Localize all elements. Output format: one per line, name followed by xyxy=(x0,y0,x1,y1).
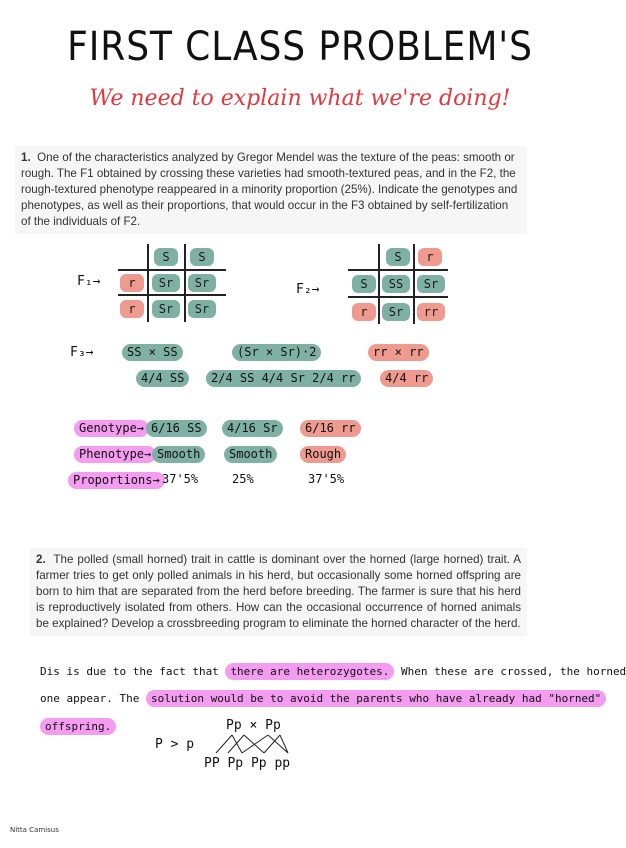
f3-result-1: 4/4 SS xyxy=(136,370,189,387)
problem-2-number: 2. xyxy=(36,553,46,566)
answer-line-1c: When these are crossed, the horned xyxy=(401,665,626,678)
f3-cross-3: rr × rr xyxy=(368,344,429,361)
f2-grid-h1 xyxy=(348,269,448,271)
f1-top-1: S xyxy=(154,248,178,266)
f2-cell-4: rr xyxy=(417,303,445,321)
f2-top-2: r xyxy=(418,248,442,266)
page-title: FIRST CLASS PROBLEM'S xyxy=(67,24,533,70)
proportion-col-3: 37'5% xyxy=(308,472,345,486)
parental-cross: Pp × Pp xyxy=(226,718,281,733)
answer-line-1a: Dis is due to the fact that xyxy=(40,665,219,678)
f3-result-2: 2/4 SS 4/4 Sr 2/4 rr xyxy=(206,370,361,387)
f1-grid-h2 xyxy=(118,294,226,296)
genotype-col-2: 4/16 Sr xyxy=(222,420,283,437)
problem-1-number: 1. xyxy=(21,151,31,164)
answer-line-2a: one appear. The xyxy=(40,692,140,705)
proportion-col-1: 37'5% xyxy=(162,472,199,486)
f1-cell-2: Sr xyxy=(188,274,216,292)
f2-cell-3: Sr xyxy=(382,303,410,321)
f1-cell-1: Sr xyxy=(152,274,180,292)
genotype-col-3: 6/16 rr xyxy=(300,420,361,437)
phenotype-col-3: Rough xyxy=(300,446,346,463)
proportion-col-2: 25% xyxy=(232,472,254,486)
problem-1-text: One of the characteristics analyzed by Gregor Mendel was the texture of the peas: smooth or rough. The F1 obtained by crossing these varieties had smooth-textured peas, and in the F2, the rough-textured phenotype reappeared in a minority proportion (25%). Indicate the genotypes and phenotypes, as well as their proportions, that would occur in the F3 obtained by self-fertilization of the individuals of F2. xyxy=(21,151,518,228)
dominance-relation: P > p xyxy=(155,737,195,752)
f1-left-1: r xyxy=(120,274,144,292)
f2-label: F₂→ xyxy=(296,282,320,297)
f3-result-3: 4/4 rr xyxy=(380,370,433,387)
genotype-col-1: 6/16 SS xyxy=(146,420,207,437)
problem-2-text: The polled (small horned) trait in cattle is dominant over the horned (large horned) trait. A farmer tries to get only polled animals in his herd, but occasionally some horned offspring are born to him that are separated from the herd before breeding. The farmer is sure that his herd is reproductively isolated from others. How can the occasional occurrence of horned animals be explained? Develop a crossbreeding program to eliminate the horned character of the herd. xyxy=(36,553,521,630)
page-subtitle: We need to explain what we're doing! xyxy=(89,86,511,111)
signature: Nitta Camisus xyxy=(10,826,59,834)
f2-cell-2: Sr xyxy=(417,275,445,293)
f1-label: F₁→ xyxy=(77,274,101,289)
f1-grid-h1 xyxy=(118,269,226,271)
f2-left-1: S xyxy=(352,275,376,293)
f2-top-1: S xyxy=(386,248,410,266)
f2-grid-h2 xyxy=(348,296,448,298)
offspring-genotypes: PP Pp Pp pp xyxy=(204,756,291,771)
answer-highlight-1: there are heterozygotes. xyxy=(225,663,394,680)
proportions-label: Proportions→ xyxy=(68,472,165,489)
f2-cell-1: SS xyxy=(382,275,410,293)
problem-2 xyxy=(30,548,527,636)
f1-cell-3: Sr xyxy=(152,300,180,318)
f1-cell-4: Sr xyxy=(188,300,216,318)
f1-left-2: r xyxy=(120,300,144,318)
f1-top-2: S xyxy=(190,248,214,266)
phenotype-col-1: Smooth xyxy=(152,446,205,463)
answer-highlight-2: solution would be to avoid the parents who have already had "horned" xyxy=(146,690,606,707)
cross-lines xyxy=(208,733,298,757)
f3-cross-1: SS × SS xyxy=(122,344,183,361)
f2-left-2: r xyxy=(352,303,376,321)
problem-1 xyxy=(15,146,527,234)
f2-grid-v1 xyxy=(378,244,380,324)
answer-highlight-3: offspring. xyxy=(40,718,116,735)
f1-grid-v1 xyxy=(147,244,149,322)
phenotype-col-2: Smooth xyxy=(224,446,277,463)
genotype-label: Genotype→ xyxy=(74,420,149,437)
f1-grid-v2 xyxy=(184,244,186,322)
f3-label: F₃→ xyxy=(70,345,94,360)
f3-cross-2: (Sr × Sr)·2 xyxy=(232,344,321,361)
phenotype-label: Phenotype→ xyxy=(74,446,156,463)
f2-grid-v2 xyxy=(413,244,415,324)
